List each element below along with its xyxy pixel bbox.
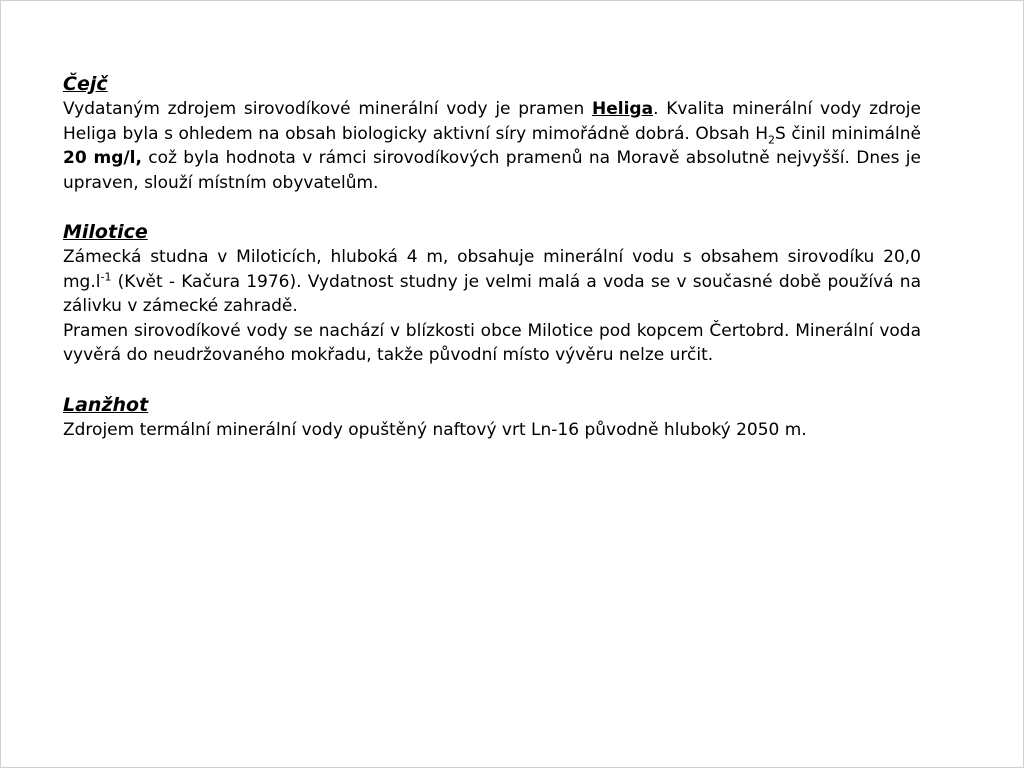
section-cejc	[63, 71, 921, 195]
concentration-value: 20 mg/l,	[63, 148, 142, 168]
section-heading: Čejč	[63, 73, 108, 95]
slide-content	[63, 71, 921, 442]
section-heading: Milotice	[63, 221, 148, 243]
slide-caption	[3, 2, 75, 6]
text-run: . Kvalita minerální vody zdroje Heliga byla s ohledem na obsah biologicky aktivní síry mimořádně dobrá. Obsah H	[63, 99, 921, 144]
section-paragraph	[63, 245, 921, 319]
superscript: -1	[100, 269, 112, 283]
spring-name: Heliga	[592, 99, 654, 119]
text-run: což byla hodnota v rámci sirovodíkových pramenů na Moravě absolutně nejvyšší. Dnes je upraven, slouží místním obyvatelům.	[63, 148, 921, 193]
text-run: Zámecká studna v Miloticích, hluboká 4 m, obsahuje minerální vodu s obsahem sirovodíku 20,0 mg.l	[63, 247, 921, 292]
section-paragraph: Pramen sirovodíkové vody se nachází v blízkosti obce Milotice pod kopcem Čertobrd. Minerální voda vyvěrá do neudržovaného mokřadu, takže původní místo vývěru nelze určit.	[63, 320, 921, 365]
section-lanzhot	[63, 392, 921, 443]
text-run: Vydataným zdrojem sirovodíkové minerální vody je pramen	[63, 99, 592, 119]
text-run: (Květ - Kačura 1976). Vydatnost studny je velmi malá a voda se v současné době používá na zálivku v zámecké zahradě.	[63, 271, 921, 316]
subscript: 2	[768, 132, 776, 146]
text-run: S činil minimálně	[775, 123, 922, 144]
section-paragraph	[63, 97, 921, 195]
section-heading: Lanžhot	[63, 393, 149, 416]
section-milotice	[63, 219, 921, 368]
section-paragraph: Zdrojem termální minerální vody opuštěný naftový vrt Ln-16 původně hluboký 2050 m.	[63, 419, 807, 440]
